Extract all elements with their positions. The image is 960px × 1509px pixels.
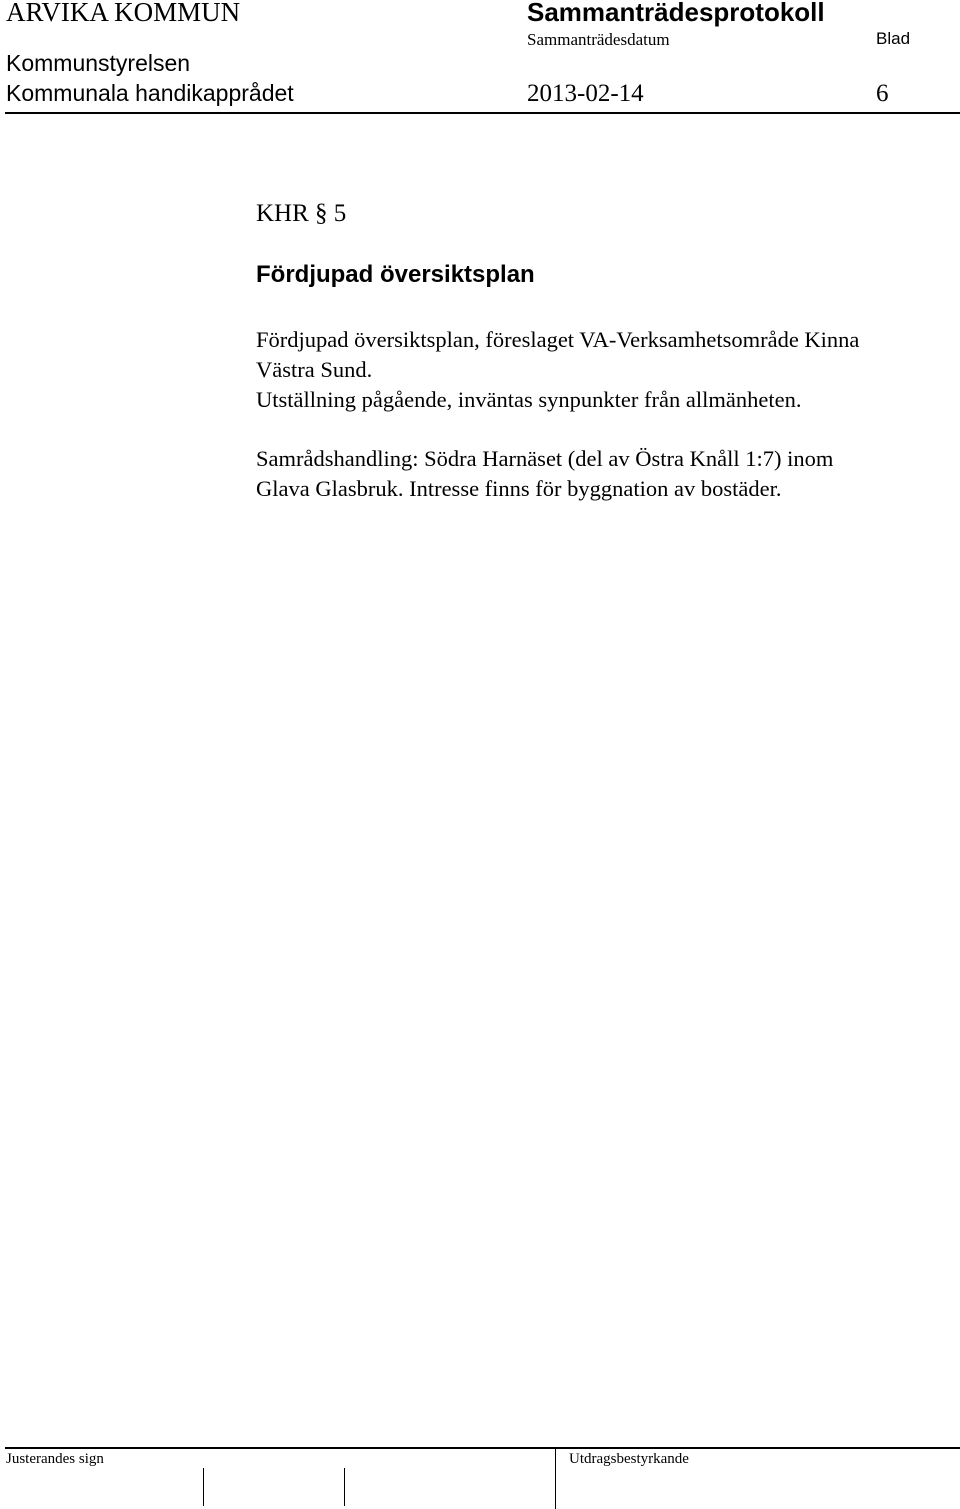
paragraph [256,444,956,504]
meeting-date-label: Sammanträdesdatum [527,30,670,49]
signature-box-divider [203,1468,204,1506]
page-number: 6 [876,80,889,107]
document-type: Sammanträdesprotokoll [527,0,825,27]
paragraph-line: Utställning pågående, inväntas synpunkter från allmänheten. [256,387,802,412]
footer-column-divider [555,1447,556,1509]
page-label: Blad [876,29,911,48]
meeting-date: 2013-02-14 [527,80,644,107]
footer-divider [5,1447,960,1449]
organization-name: ARVIKA KOMMUN [6,0,241,27]
paragraph-line: Glava Glasbruk. Intresse finns för byggnation av bostäder. [256,476,782,501]
section-id: KHR § 5 [256,200,347,227]
council-name: Kommunala handikapprådet [6,80,294,106]
committee-name: Kommunstyrelsen [6,50,191,76]
paragraph-line: Västra Sund. [256,357,373,382]
signature-label: Justerandes sign [6,1451,104,1467]
paragraph [256,325,956,415]
paragraph-line: Fördjupad översiktsplan, föreslaget VA-Verksamhetsområde Kinna [256,327,860,352]
section-title: Fördjupad översiktsplan [256,261,535,288]
extract-certification-label: Utdragsbestyrkande [569,1451,689,1467]
header-divider [5,112,960,114]
paragraph-line: Samrådshandling: Södra Harnäset (del av Östra Knåll 1:7) inom [256,446,834,471]
signature-box-divider [344,1468,345,1506]
